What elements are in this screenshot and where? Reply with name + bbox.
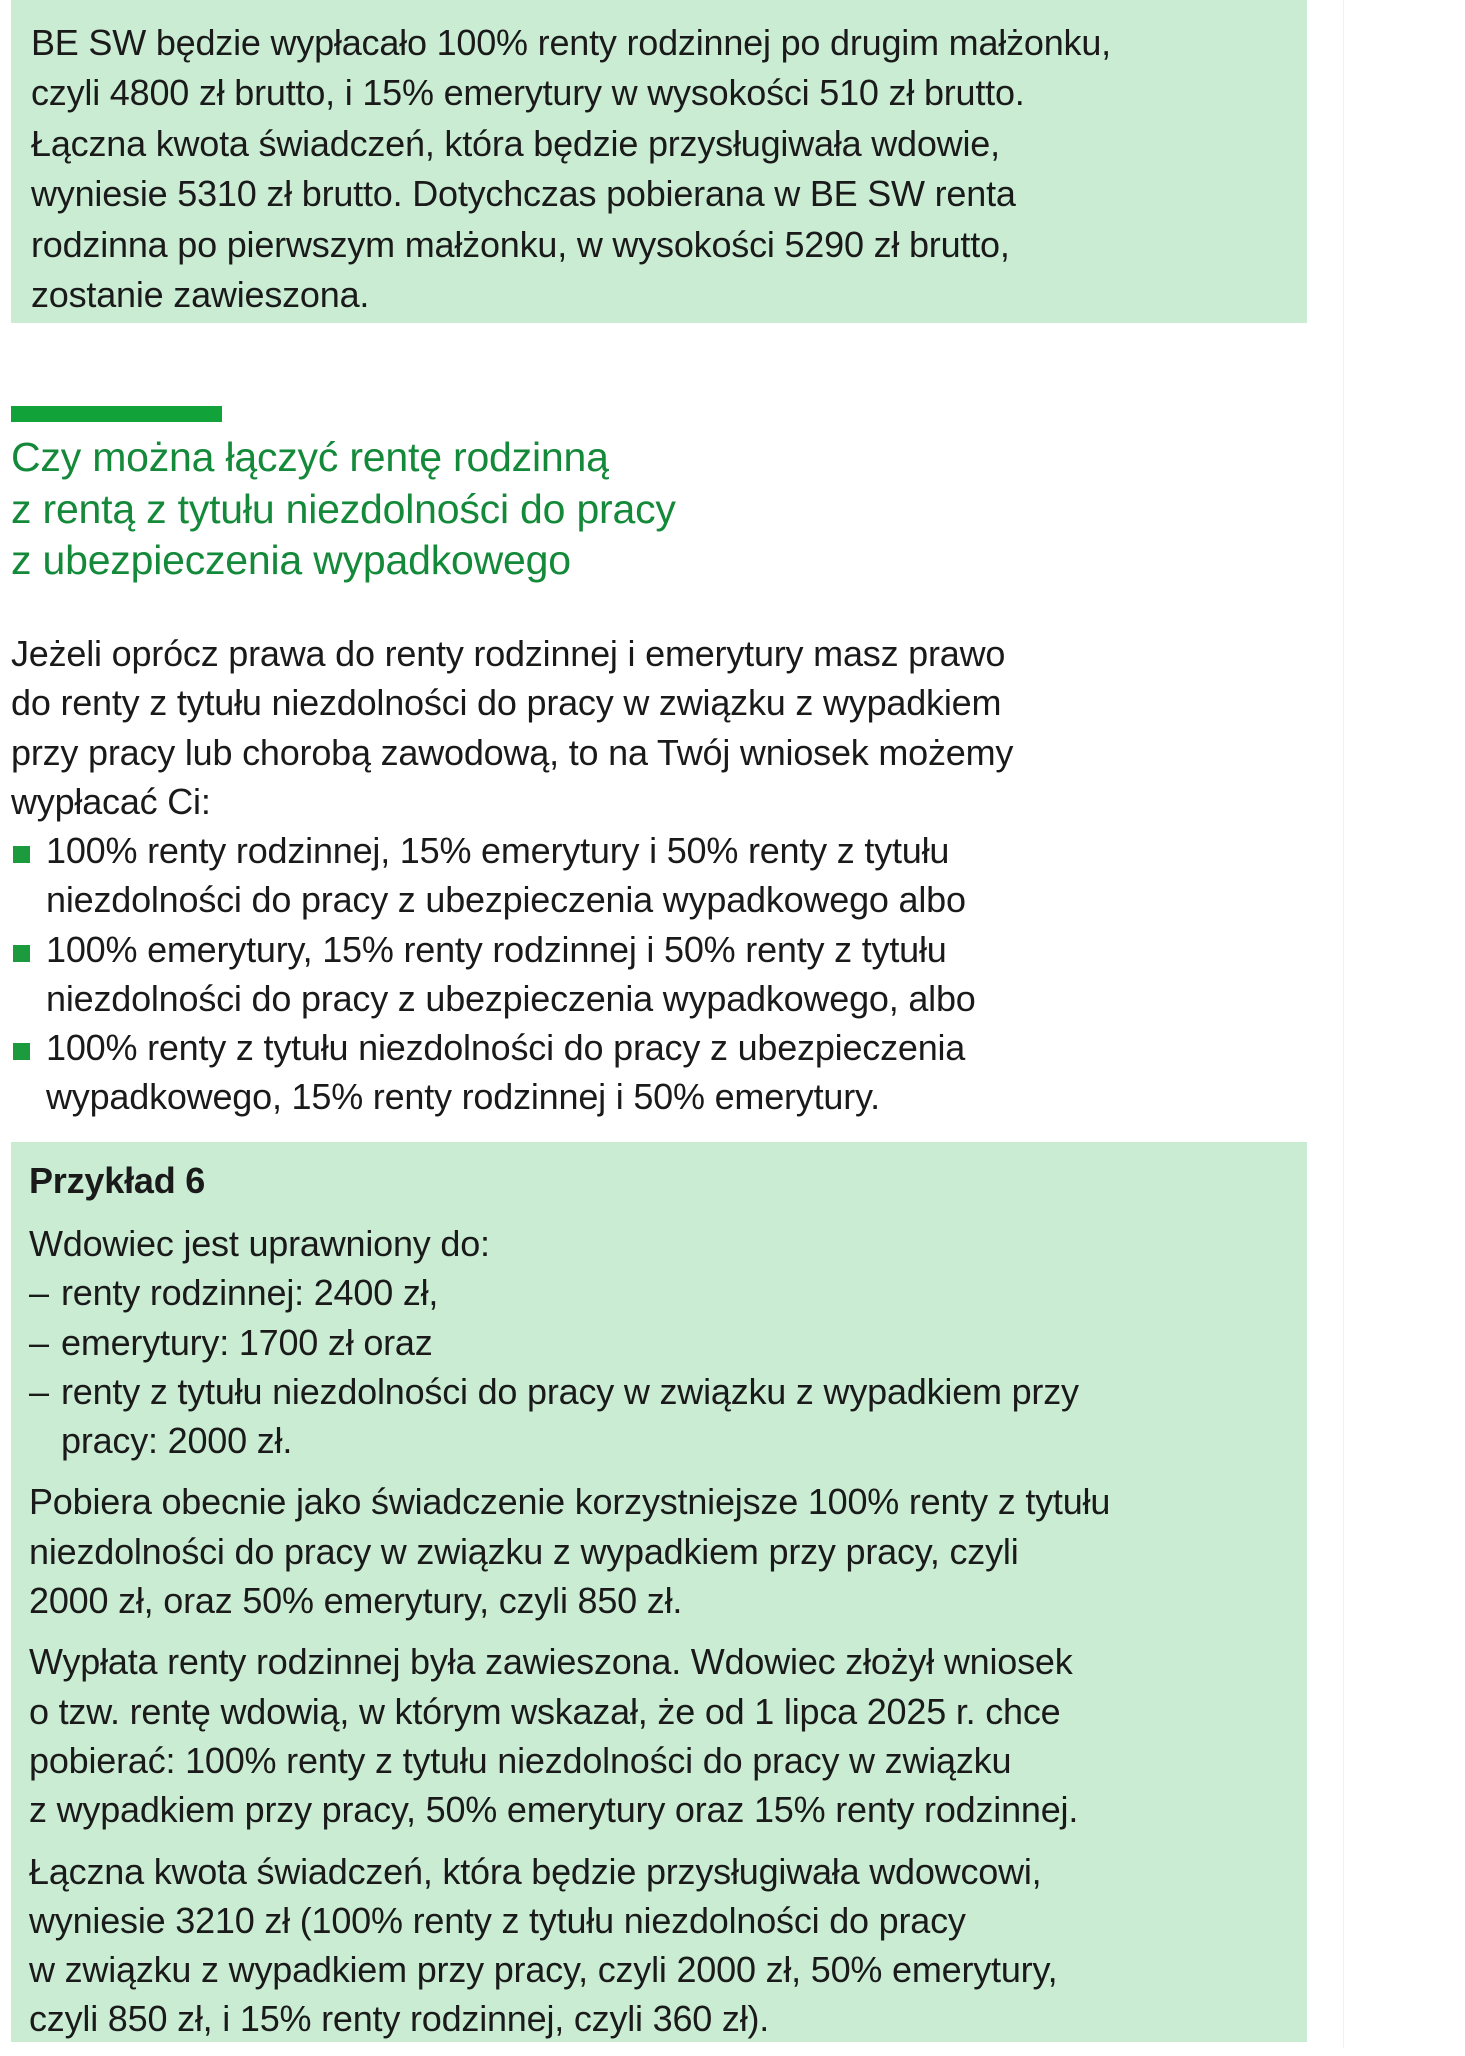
page-edge-line: [1343, 0, 1344, 2048]
entitlements-list: [29, 1268, 1110, 1465]
heading-line: z rentą z tytułu niezdolności do pracy: [11, 485, 676, 532]
example-paragraph: [29, 1637, 1110, 1834]
example-box: [11, 1142, 1307, 2042]
list-item: [29, 1367, 1110, 1466]
text-line: przy pracy lub chorobą zawodową, to na Twój wniosek możemy: [11, 731, 1014, 773]
green-square-bullet-icon: [13, 945, 30, 962]
dash-marker: –: [29, 1321, 49, 1363]
example-entitlements: [29, 1219, 1110, 1465]
text-line: z wypadkiem przy pracy, 50% emerytury oraz 15% renty rodzinnej.: [29, 1789, 1079, 1831]
section-intro-paragraph: [11, 629, 1013, 826]
list-item: [29, 1318, 1110, 1367]
text-line: 100% emerytury, 15% renty rodzinnej i 50% renty z tytułu: [46, 928, 947, 970]
payout-options-list: [0, 826, 976, 1122]
heading-line: z ubezpieczenia wypadkowego: [11, 537, 571, 583]
text-line: wypadkowego, 15% renty rodzinnej i 50% emerytury.: [46, 1076, 880, 1118]
example-paragraph: [29, 1477, 1110, 1625]
list-item: [0, 925, 976, 1024]
list-item: [29, 1268, 1110, 1317]
text-line: zostanie zawieszona.: [31, 274, 370, 316]
text-line: renty rodzinnej: 2400 zł,: [61, 1272, 439, 1314]
dash-marker: –: [29, 1370, 49, 1412]
text-line: pobierać: 100% renty z tytułu niezdolności do pracy w związku: [29, 1739, 1012, 1781]
text-line: Łączna kwota świadczeń, która będzie przysługiwała wdowie,: [31, 122, 1000, 164]
text-line: czyli 4800 zł brutto, i 15% emerytury w wysokości 510 zł brutto.: [31, 72, 1025, 114]
section-heading: [11, 432, 676, 587]
heading-line: Czy można łączyć rentę rodzinną: [11, 434, 609, 480]
text-line: 100% renty rodzinnej, 15% emerytury i 50% renty z tytułu: [46, 830, 950, 871]
previous-example-box: [11, 0, 1307, 323]
text-line: 100% renty z tytułu niezdolności do pracy z ubezpieczenia: [46, 1027, 966, 1069]
example-title: Przykład 6: [29, 1160, 206, 1201]
previous-example-text: [31, 18, 1111, 320]
text-line: Pobiera obecnie jako świadczenie korzystniejsze 100% renty z tytułu: [29, 1481, 1111, 1523]
text-line: rodzinna po pierwszym małżonku, w wysokości 5290 zł brutto,: [31, 223, 1010, 265]
text-line: Łączna kwota świadczeń, która będzie przysługiwała wdowcowi,: [29, 1850, 1042, 1892]
text-line: w związku z wypadkiem przy pracy, czyli 2000 zł, 50% emerytury,: [29, 1949, 1058, 1991]
text-line: 2000 zł, oraz 50% emerytury, czyli 850 zł.: [29, 1580, 683, 1622]
example-paragraph: [29, 1847, 1110, 2044]
text-line: niezdolności do pracy w związku z wypadkiem przy pracy, czyli: [29, 1530, 1019, 1572]
text-line: o tzw. rentę wdowią, w którym wskazał, że od 1 lipca 2025 r. chce: [29, 1690, 1061, 1732]
text-line: BE SW będzie wypłacało 100% renty rodzinnej po drugim małżonku,: [31, 22, 1111, 63]
text-line: niezdolności do pracy z ubezpieczenia wypadkowego albo: [46, 879, 966, 921]
dash-marker: –: [29, 1272, 49, 1314]
example-body: [29, 1219, 1110, 2056]
text-line: wypłacać Ci:: [11, 780, 211, 822]
green-square-bullet-icon: [13, 846, 30, 863]
text-line: Wypłata renty rodzinnej była zawieszona. Wdowiec złożył wniosek: [29, 1641, 1073, 1683]
green-square-bullet-icon: [13, 1043, 30, 1060]
text-line: pracy: 2000 zł.: [61, 1420, 293, 1462]
text-line: Jeżeli oprócz prawa do renty rodzinnej i emerytury masz prawo: [11, 633, 1006, 674]
text-line: wyniesie 5310 zł brutto. Dotychczas pobierana w BE SW renta: [31, 173, 1016, 215]
text-line: emerytury: 1700 zł oraz: [61, 1321, 433, 1363]
text-line: renty z tytułu niezdolności do pracy w związku z wypadkiem przy: [61, 1370, 1079, 1412]
section-accent-bar: [11, 406, 222, 422]
text-line: niezdolności do pracy z ubezpieczenia wypadkowego, albo: [46, 977, 976, 1019]
list-item: [0, 1023, 976, 1122]
list-item: [0, 826, 976, 925]
text-line: do renty z tytułu niezdolności do pracy w związku z wypadkiem: [11, 682, 1002, 724]
example-intro: Wdowiec jest uprawniony do:: [29, 1223, 490, 1264]
text-line: czyli 850 zł, i 15% renty rodzinnej, czyli 360 zł).: [29, 1998, 770, 2040]
text-line: wyniesie 3210 zł (100% renty z tytułu niezdolności do pracy: [29, 1899, 966, 1941]
